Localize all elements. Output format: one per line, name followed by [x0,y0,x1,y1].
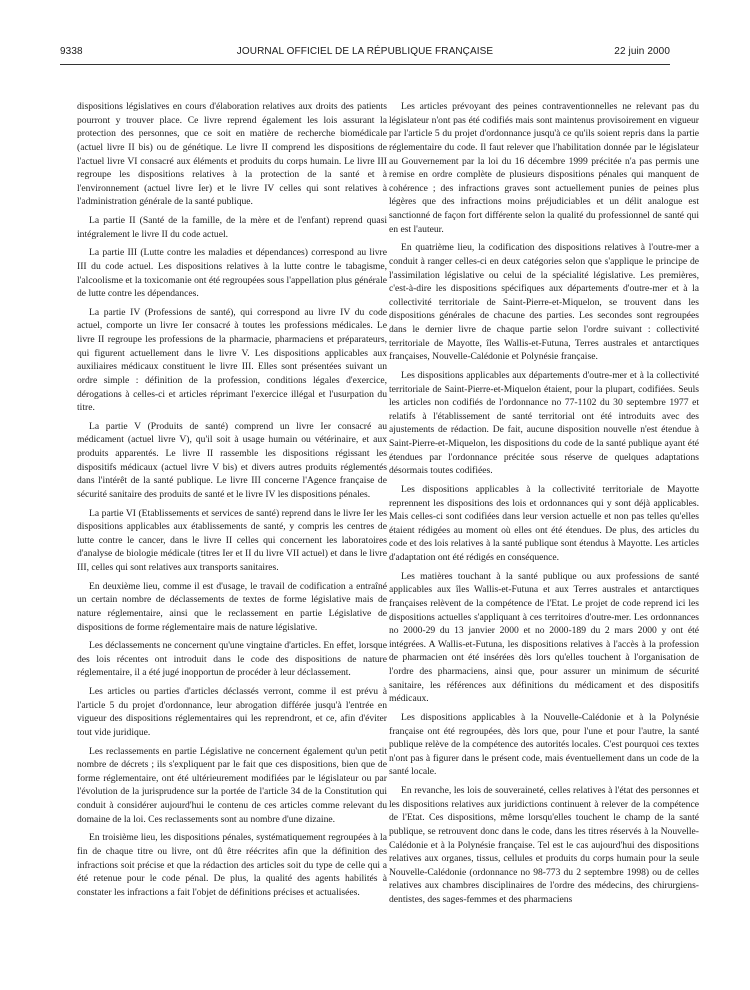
paragraph: Les reclassements en partie Législative ne concernent également qu'un petit nombre de décrets ; ils s'expliquent par le fait que ces dispositions, bien que de forme réglementaire, ont été ultérieurement modifiées par le législateur ou par l'évolution de la jurisprudence sur la portée de l'article 34 de la Constitution qui conduit à considérer aujourd'hui le contenu de ces articles comme relevant du domaine de la loi. Ces reclassements sont au nombre d'une dizaine. [77,745,387,825]
paragraph: En quatrième lieu, la codification des dispositions relatives à l'outre-mer a conduit à ranger celles-ci en deux catégories selon que s'applique le principe de l'assimilation législative ou celui de la spécialité législative. Les premières, c'est-à-dire les dispositions spécifiques aux départements d'outre-mer et à la collectivité territoriale de Saint-Pierre-et-Miquelon, se trouvent dans les dispositions générales de chacune des parties. Les secondes sont regroupées dans le dernier livre de chaque partie selon l'ordre suivant : collectivité territoriale de Mayotte, îles Wallis-et-Futuna, Terres australes et antarctiques françaises, Nouvelle-Calédonie et Polynésie française. [389,242,699,363]
issue-date: 22 juin 2000 [614,46,670,57]
page-header [60,46,670,62]
paragraph: La partie IV (Professions de santé), qui correspond au livre IV du code actuel, comporte un livre Ier consacré à toutes les professions médicales. Le livre II regroupe les professions de la pharmacie, pharmaciens et préparateurs, qui figurent actuellement dans le livre V. Les dispositions applicables aux auxiliaires médicaux constituent le livre III. Elles sont présentées suivant un ordre simple : définition de la profession, conditions légales d'exercice, dérogations à celles-ci et articles réprimant l'exercice illégal et l'usurpation du titre. [77,306,387,414]
paragraph: Les dispositions applicables à la Nouvelle-Calédonie et à la Polynésie française ont été regroupées, dès lors que, pour l'une et pour l'autre, la santé publique relève de la compétence des autorités locales. C'est pourquoi ces textes n'ont pas à figurer dans le présent code, mais éventuellement dans un code de la santé locale. [389,711,699,778]
paragraph: Les dispositions applicables à la collectivité territoriale de Mayotte reprennent les dispositions des lois et ordonnances qui y sont déjà applicables. Mais celles-ci sont codifiées dans leur version actuelle et non pas telles qu'elles étaient rédigées au moment où elles ont été étendues. De plus, des articles du code et des lois relatives à la santé publique sont étendus à Mayotte. Les articles d'adaptation ont été rédigés en conséquence. [389,483,699,563]
paragraph: Les matières touchant à la santé publique ou aux professions de santé applicables aux îles Wallis-et-Futuna et aux Terres australes et antarctiques françaises relèvent de la compétence de l'Etat. Le projet de code reprend ici les dispositions actuelles s'appliquant à ces territoires d'outre-mer. Les ordonnances no 2000-29 du 13 janvier 2000 et no 2000-189 du 2 mars 2000 y ont été intégrées. A Wallis-et-Futuna, les dispositions relatives à l'accès à la profession de pharmacien ont été insérées dès lors qu'elles touchent à l'organisation de l'ordre des pharmaciens, ainsi que, pour assurer un minimum de sécurité sanitaire, les références aux définitions du médicament et des dispositifs médicaux. [389,570,699,705]
page-number: 9338 [60,46,83,57]
right-column [389,100,699,907]
header-rule [60,64,670,65]
paragraph: En deuxième lieu, comme il est d'usage, le travail de codification a entraîné un certain nombre de déclassements de textes de forme législative mais de nature réglementaire, ainsi que le reclassement en partie Législative de dispositions de forme réglementaire mais de nature législative. [77,580,387,633]
paragraph: La partie V (Produits de santé) comprend un livre Ier consacré au médicament (actuel livre V), qu'il soit à usage humain ou vétérinaire, et aux produits apparentés. Le livre II rassemble les dispositions régissant les dispositifs médicaux (actuel livre V bis) et divers autres produits réglementés dans l'intérêt de la santé publique. Le livre III concerne l'Agence française de sécurité sanitaire des produits de santé et le livre IV les dispositions pénales. [77,420,387,500]
paragraph: La partie VI (Etablissements et services de santé) reprend dans le livre Ier les dispositions applicables aux établissements de santé, y compris les centres de lutte contre le cancer, dans le livre II celles qui concernent les laboratoires d'analyse de biologie médicale (titres Ier et II du livre VII actuel) et dans le livre III, celles qui sont relatives aux transports sanitaires. [77,507,387,573]
left-column [77,100,387,899]
paragraph: La partie II (Santé de la famille, de la mère et de l'enfant) reprend quasi intégralement le livre II du code actuel. [77,215,387,240]
paragraph: En revanche, les lois de souveraineté, celles relatives à l'état des personnes et les dispositions relatives aux juridictions continuent à relever de la compétence de l'Etat. Ces dispositions, même lorsqu'elles touchent le champ de la santé publique, se retrouvent donc dans le code, dans les titres réservés à la Nouvelle-Calédonie et à la Polynésie française. Tel est le cas aujourd'hui des dispositions relatives aux organes, tissus, cellules et produits du corps humain pour la seule Nouvelle-Calédonie (ordonnance no 98-773 du 2 septembre 1998) ou de celles relatives aux chambres disciplinaires de l'ordre des médecins, des chirurgiens-dentistes, des sages-femmes et des pharmaciens [389,785,699,905]
paragraph: Les articles prévoyant des peines contraventionnelles ne relevant pas du législateur n'ont pas été codifiés mais sont maintenus provisoirement en vigueur par l'article 5 du projet d'ordonnance jusqu'à ce qu'ils soient repris dans la partie réglementaire du code. Il faut relever que l'habilitation donnée par le législateur au Gouvernement par la loi du 16 décembre 1999 précitée n'a pas permis une remise en ordre complète de plusieurs dispositions pénales qui manquent de cohérence ; des infractions graves sont actuellement punies de peines plus légères que des infractions moins préjudiciables et un délit analogue est sanctionné de façon fort différente selon la qualité du professionnel de santé qui en est l'auteur. [389,101,699,235]
paragraph: dispositions législatives en cours d'élaboration relatives aux droits des patients pourront y trouver place. Ce livre reprend également les lois assurant la protection des personnes, que ce soit en matière de recherche biomédicale (actuel livre II bis) ou de génétique. Le livre II comprend les dispositions de l'actuel livre VI consacré aux éléments et produits du corps humain. Le livre III regroupe les dispositions relatives à la protection de la santé et à l'environnement (actuel livre Ier) et le livre IV celles qui sont relatives à l'administration générale de la santé publique. [77,101,387,208]
paragraph: Les articles ou parties d'articles déclassés verront, comme il est prévu à l'article 5 du projet d'ordonnance, leur abrogation différée jusqu'à l'entrée en vigueur des dispositions réglementaires qui les reprendront, et ce, afin d'éviter tout vide juridique. [77,686,387,738]
paragraph: Les déclassements ne concernent qu'une vingtaine d'articles. En effet, lorsque des lois récentes ont introduit dans le code des dispositions de nature réglementaire, il a été jugé inopportun de procéder à leur déclassement. [77,640,387,679]
paragraph: La partie III (Lutte contre les maladies et dépendances) correspond au livre III du code actuel. Les dispositions relatives à la lutte contre le tabagisme, l'alcoolisme et la toxicomanie ont été regroupées sous l'appellation plus générale de lutte contre les dépendances. [77,247,387,300]
paragraph: En troisième lieu, les dispositions pénales, systématiquement regroupées à la fin de chaque titre ou livre, ont dû être réécrites afin que la définition des infractions soit précise et que la rédaction des articles soit du type de celle qui a été retenue pour le code pénal. De plus, la qualité des agents habilités à constater les infractions a fait l'objet de définitions précises et actualisées. [77,832,387,898]
paragraph: Les dispositions applicables aux départements d'outre-mer et à la collectivité territoriale de Saint-Pierre-et-Miquelon étaient, pour la plupart, codifiées. Seuls les articles non codifiés de l'ordonnance no 77-1102 du 30 septembre 1977 et relatifs à l'établissement de santé territorial ont été introduits avec des ajustements de rédaction. De fait, aucune disposition nouvelle n'est étendue à Saint-Pierre-et-Miquelon, les dispositions du code de la santé publique ayant été étendues par l'ordonnance précitée sous réserve de quelques adaptations désormais toutes codifiées. [389,369,699,477]
journal-title: JOURNAL OFFICIEL DE LA RÉPUBLIQUE FRANÇAISE [236,46,494,57]
